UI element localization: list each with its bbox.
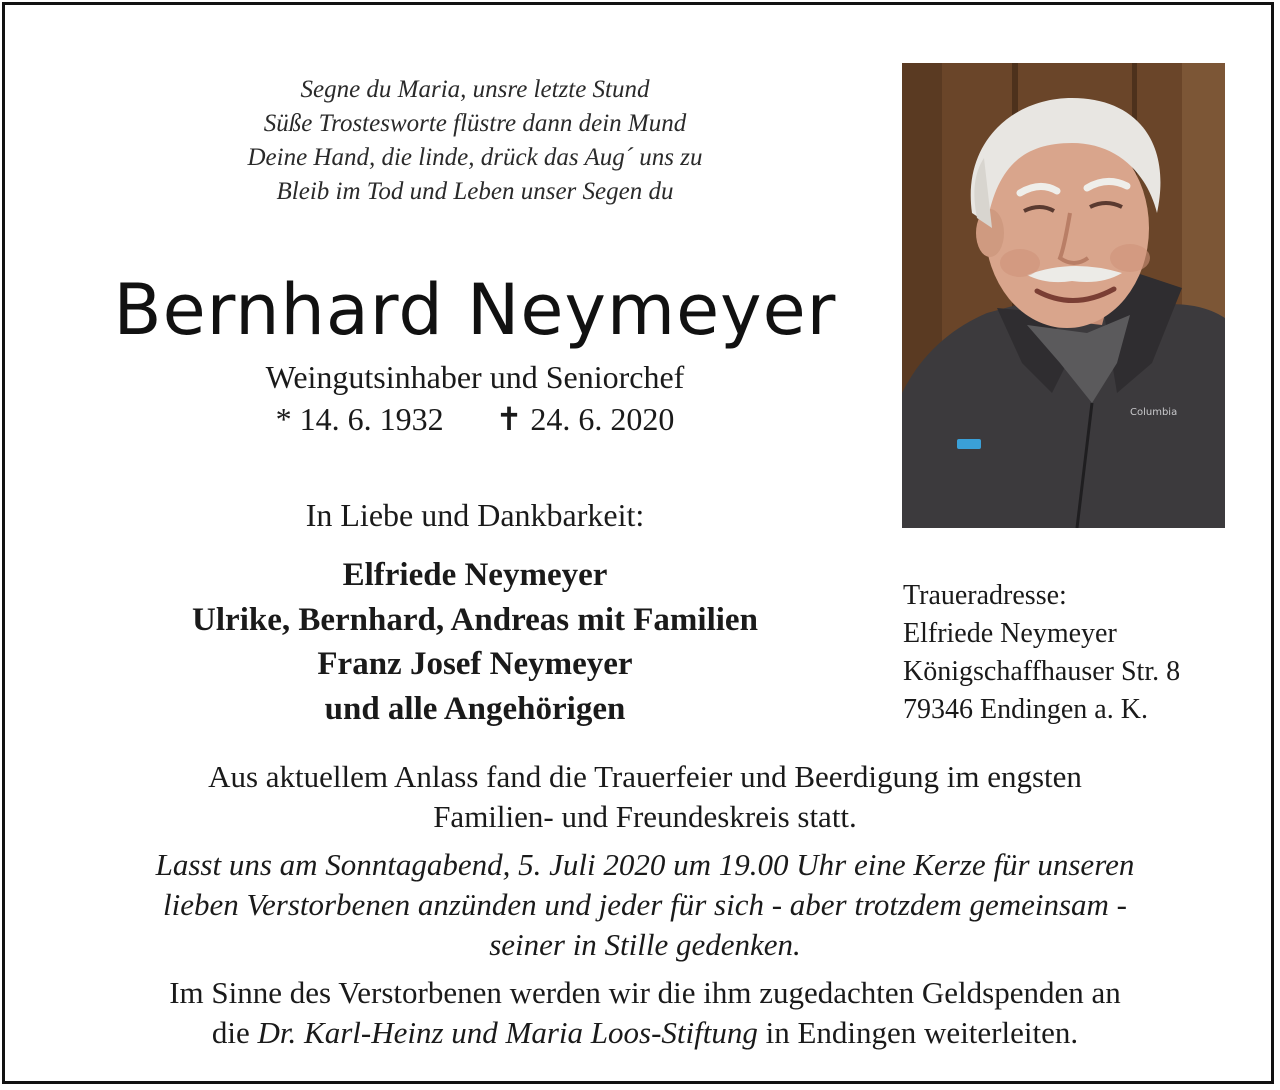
notice-line: lieben Verstorbenen anzünden und jeder für sich - aber trotzdem gemeinsam - bbox=[163, 887, 1127, 922]
address-label: Traueradresse: bbox=[903, 580, 1067, 611]
mourner: Franz Josef Neymeyer bbox=[317, 646, 633, 682]
death-date: ✝ 24. 6. 2020 bbox=[495, 401, 675, 437]
deceased-role: Weingutsinhaber und Seniorchef bbox=[265, 359, 685, 395]
portrait-illustration bbox=[902, 63, 1225, 528]
life-dates bbox=[125, 399, 825, 439]
poem-line: Segne du Maria, unsre letzte Stund bbox=[300, 76, 650, 103]
notice-text: in Endingen weiterleiten. bbox=[757, 1015, 1079, 1050]
notice-text: die bbox=[211, 1015, 258, 1050]
mourners-intro: In Liebe und Dankbarkeit: bbox=[305, 497, 645, 533]
poem-line: Deine Hand, die linde, drück das Aug´ uns zu bbox=[247, 144, 703, 171]
poem-line: Süße Trostesworte flüstre dann dein Mund bbox=[263, 110, 687, 137]
mourner: und alle Angehörigen bbox=[324, 690, 626, 727]
jacket-brand-logo: Columbia bbox=[1130, 407, 1178, 418]
notice-line: Lasst uns am Sonntagabend, 5. Juli 2020 um 19.00 Uhr eine Kerze für unseren bbox=[155, 847, 1135, 882]
address-city: 79346 Endingen a. K. bbox=[903, 694, 1148, 725]
donation-notice bbox=[45, 973, 1245, 1053]
address-name: Elfriede Neymeyer bbox=[903, 618, 1117, 649]
foundation-name: Dr. Karl-Heinz und Maria Loos-Stiftung bbox=[257, 1015, 758, 1050]
mourner: Ulrike, Bernhard, Andreas mit Familien bbox=[192, 601, 758, 638]
poem-line: Bleib im Tod und Leben unser Segen du bbox=[276, 178, 674, 205]
notice-line: Familien- und Freundeskreis statt. bbox=[433, 799, 857, 834]
notice-line: seiner in Stille gedenken. bbox=[489, 927, 801, 962]
mourner: Elfriede Neymeyer bbox=[342, 557, 608, 593]
mourners-list bbox=[75, 553, 875, 731]
address-street: Königschaffhauser Str. 8 bbox=[903, 656, 1181, 687]
notice-line: Im Sinne des Verstorbenen werden wir die ihm zugedachten Geldspenden an bbox=[169, 975, 1121, 1010]
notice-line: Aus aktuellem Anlass fand die Trauerfeier und Beerdigung im engsten bbox=[208, 759, 1082, 794]
funeral-notice bbox=[45, 757, 1245, 837]
obituary-card bbox=[2, 2, 1274, 1084]
candle-notice bbox=[45, 845, 1245, 965]
deceased-name: Bernhard Neymeyer bbox=[113, 269, 837, 351]
poem bbox=[125, 73, 825, 209]
portrait-photo bbox=[902, 63, 1225, 528]
notice-line bbox=[45, 1013, 1245, 1053]
birth-date: * 14. 6. 1932 bbox=[275, 401, 444, 437]
mourning-address bbox=[903, 577, 1273, 729]
